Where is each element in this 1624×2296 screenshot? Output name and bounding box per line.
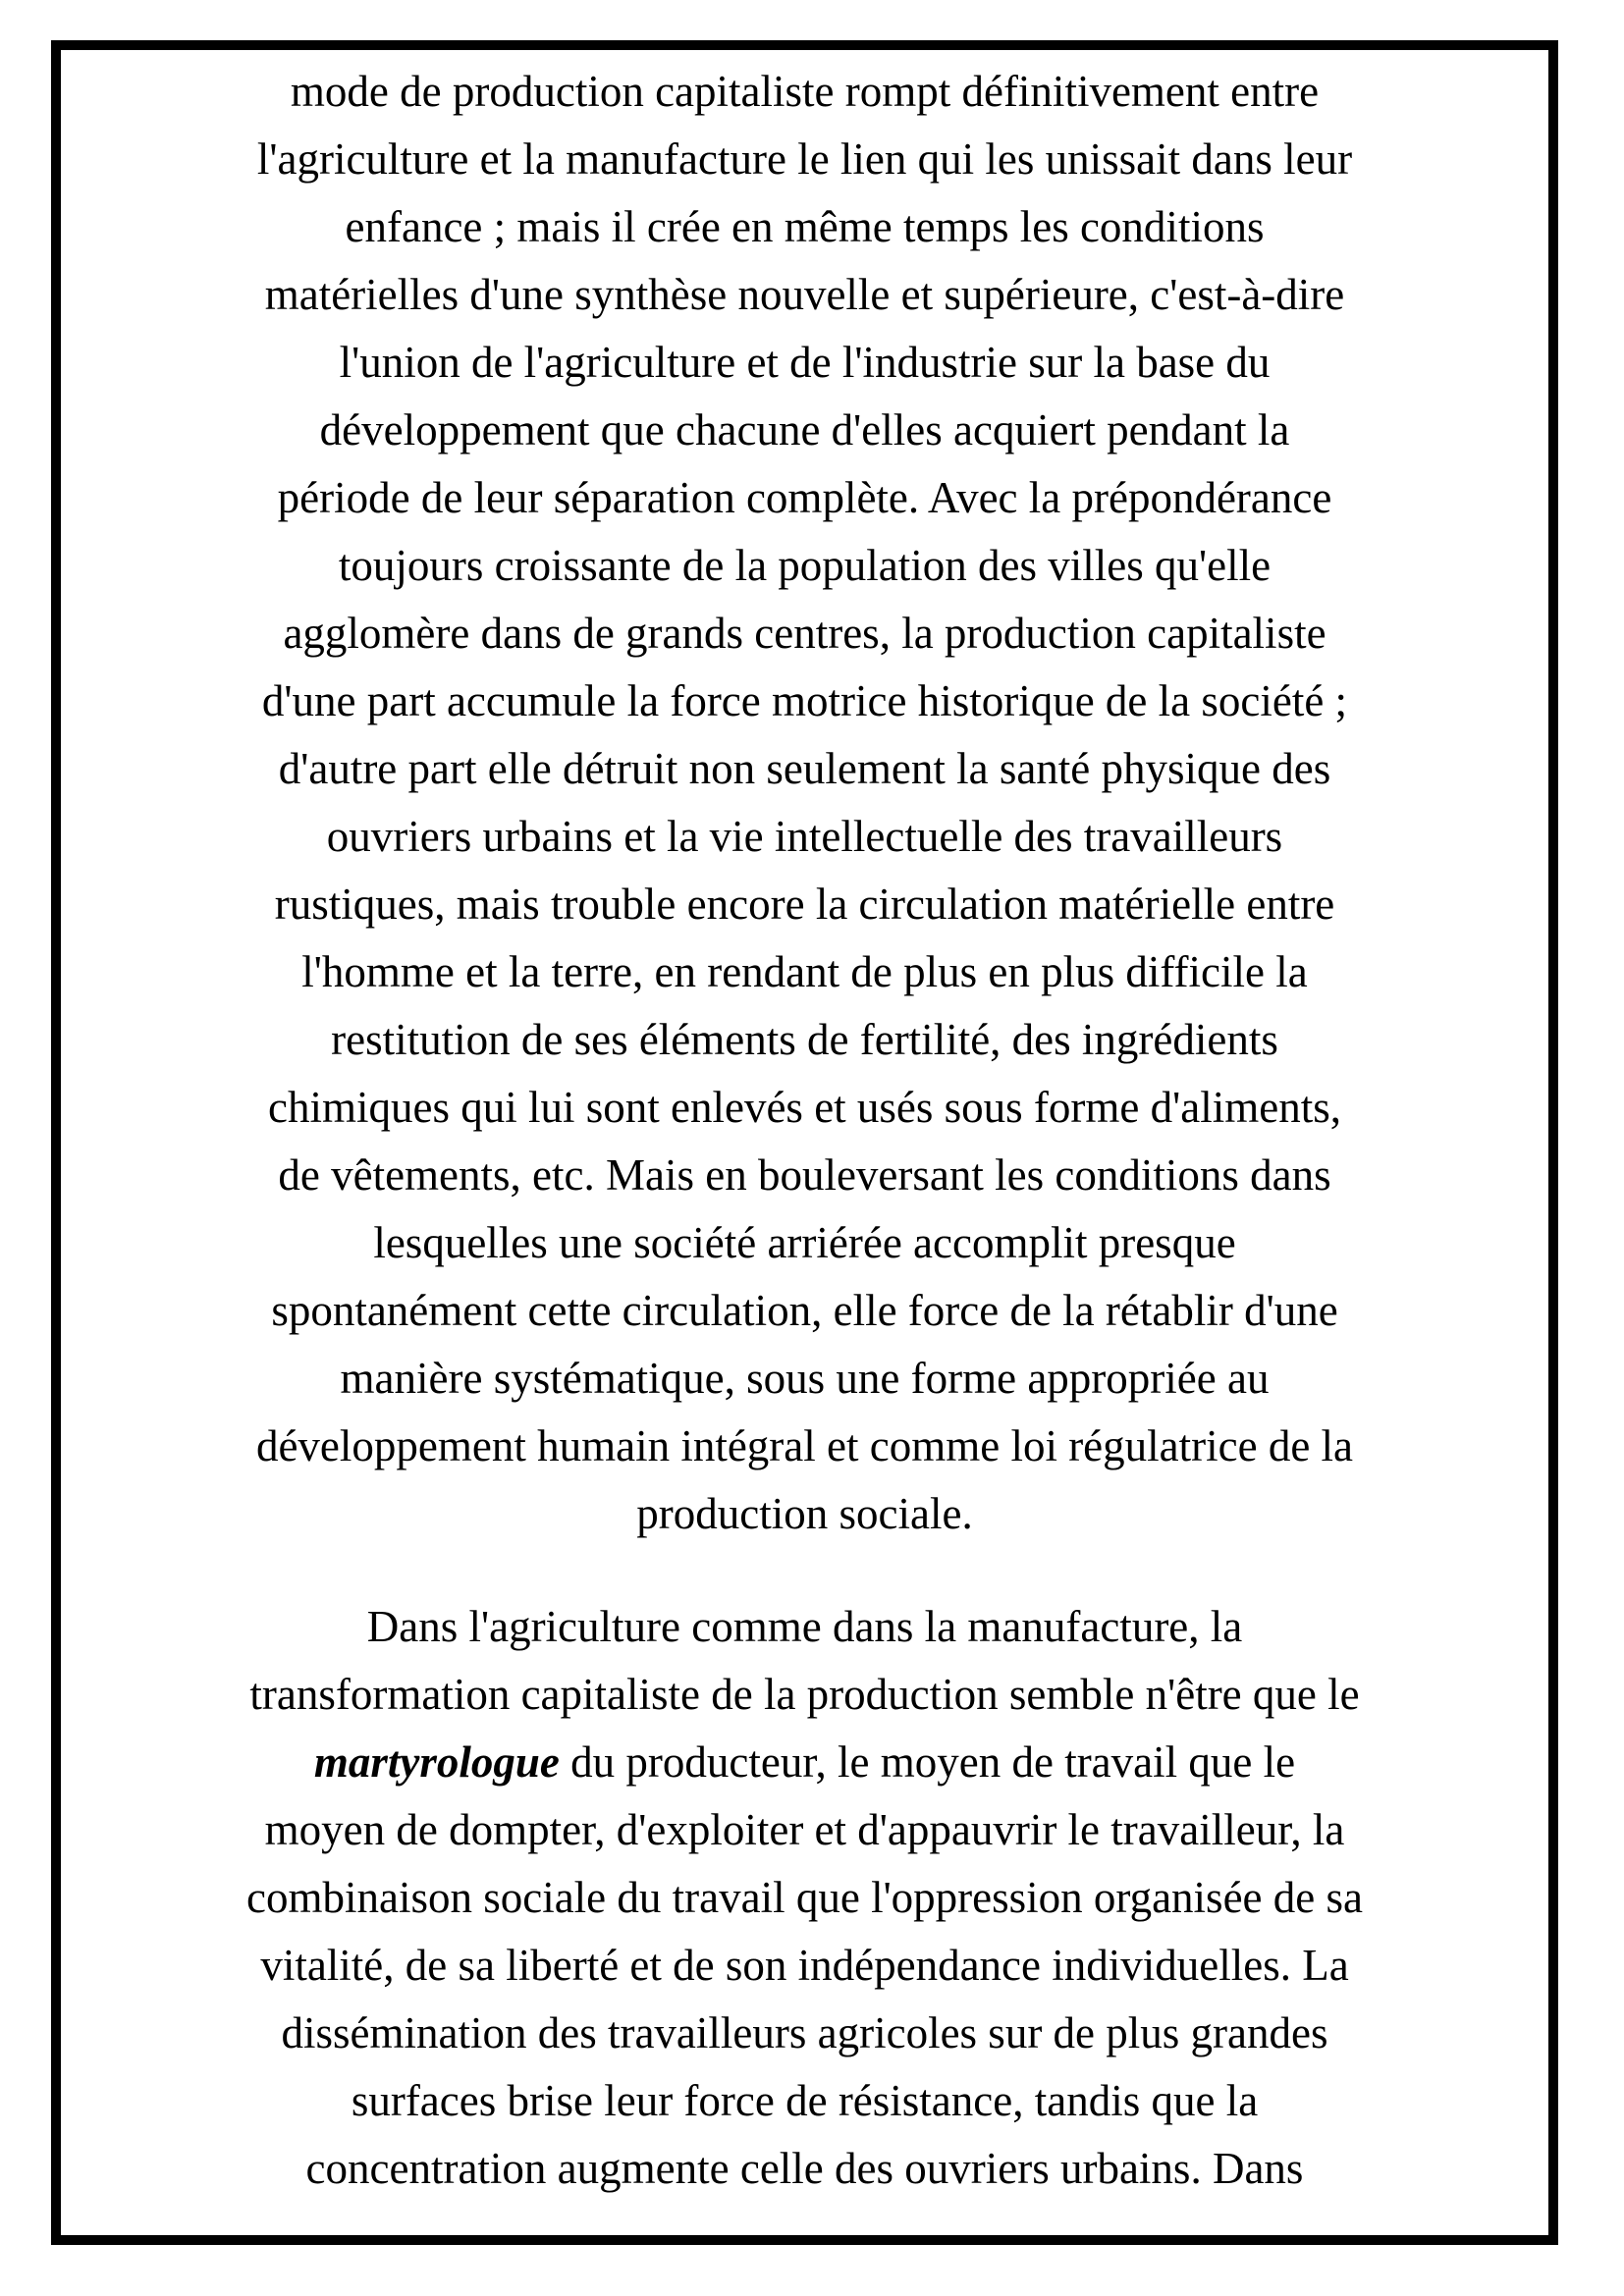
text-line: d'une part accumule la force motrice historique de la société ; xyxy=(261,676,1348,725)
page-content xyxy=(61,50,1548,2203)
text-line: combinaison sociale du travail que l'oppression organisée de sa xyxy=(246,1873,1363,1922)
text-line: rustiques, mais trouble encore la circulation matérielle entre xyxy=(274,880,1335,929)
paragraph-1 xyxy=(73,58,1537,1548)
text-line: lesquelles une société arriérée accomplit presque xyxy=(373,1218,1236,1267)
text-line: d'autre part elle détruit non seulement la santé physique des xyxy=(278,744,1331,793)
text-line: restitution de ses éléments de fertilité, des ingrédients xyxy=(331,1015,1278,1064)
text-line: chimiques qui lui sont enlevés et usés sous forme d'aliments, xyxy=(268,1083,1341,1132)
paragraph-2 xyxy=(73,1593,1537,2203)
text-line: concentration augmente celle des ouvriers urbains. Dans xyxy=(305,2144,1304,2193)
text-line: l'union de l'agriculture et de l'industrie sur la base du xyxy=(339,338,1271,387)
text-line: période de leur séparation complète. Avec la prépondérance xyxy=(277,473,1332,522)
page-border-frame xyxy=(51,40,1558,2245)
text-line: production sociale. xyxy=(636,1489,973,1538)
text-line: développement humain intégral et comme loi régulatrice de la xyxy=(255,1421,1354,1470)
text-line: vitalité, de sa liberté et de son indépendance individuelles. La xyxy=(260,1941,1349,1990)
text-line: Dans l'agriculture comme dans la manufacture, la xyxy=(366,1602,1243,1651)
text-line: manière systématique, sous une forme appropriée au xyxy=(340,1354,1270,1403)
text-line: matérielles d'une synthèse nouvelle et supérieure, c'est-à-dire xyxy=(264,270,1345,319)
text-line-with-emphasis xyxy=(73,1729,1537,1796)
text-line: l'homme et la terre, en rendant de plus en plus difficile la xyxy=(301,947,1308,996)
emphasis-word: martyrologue xyxy=(313,1737,560,1787)
text-line: agglomère dans de grands centres, la production capitaliste xyxy=(283,609,1326,658)
text-line: transformation capitaliste de la production semble n'être que le xyxy=(249,1670,1360,1719)
text-line: spontanément cette circulation, elle force de la rétablir d'une xyxy=(271,1286,1338,1335)
text-line: dissémination des travailleurs agricoles sur de plus grandes xyxy=(281,2008,1328,2057)
text-line: surfaces brise leur force de résistance, tandis que la xyxy=(351,2076,1259,2125)
text-line: de vêtements, etc. Mais en bouleversant les conditions dans xyxy=(278,1150,1331,1200)
text-line: toujours croissante de la population des villes qu'elle xyxy=(338,541,1272,590)
text-line: l'agriculture et la manufacture le lien qui les unissait dans leur xyxy=(256,134,1353,184)
text-line: ouvriers urbains et la vie intellectuelle des travailleurs xyxy=(326,812,1283,861)
text-line: mode de production capitaliste rompt définitivement entre xyxy=(290,67,1320,116)
text-line: enfance ; mais il crée en même temps les conditions xyxy=(345,202,1265,251)
text-line: moyen de dompter, d'exploiter et d'appauvrir le travailleur, la xyxy=(264,1805,1345,1854)
text-line: développement que chacune d'elles acquiert pendant la xyxy=(319,405,1290,454)
emphasis-line-rest: du producteur, le moyen de travail que le xyxy=(559,1737,1296,1787)
